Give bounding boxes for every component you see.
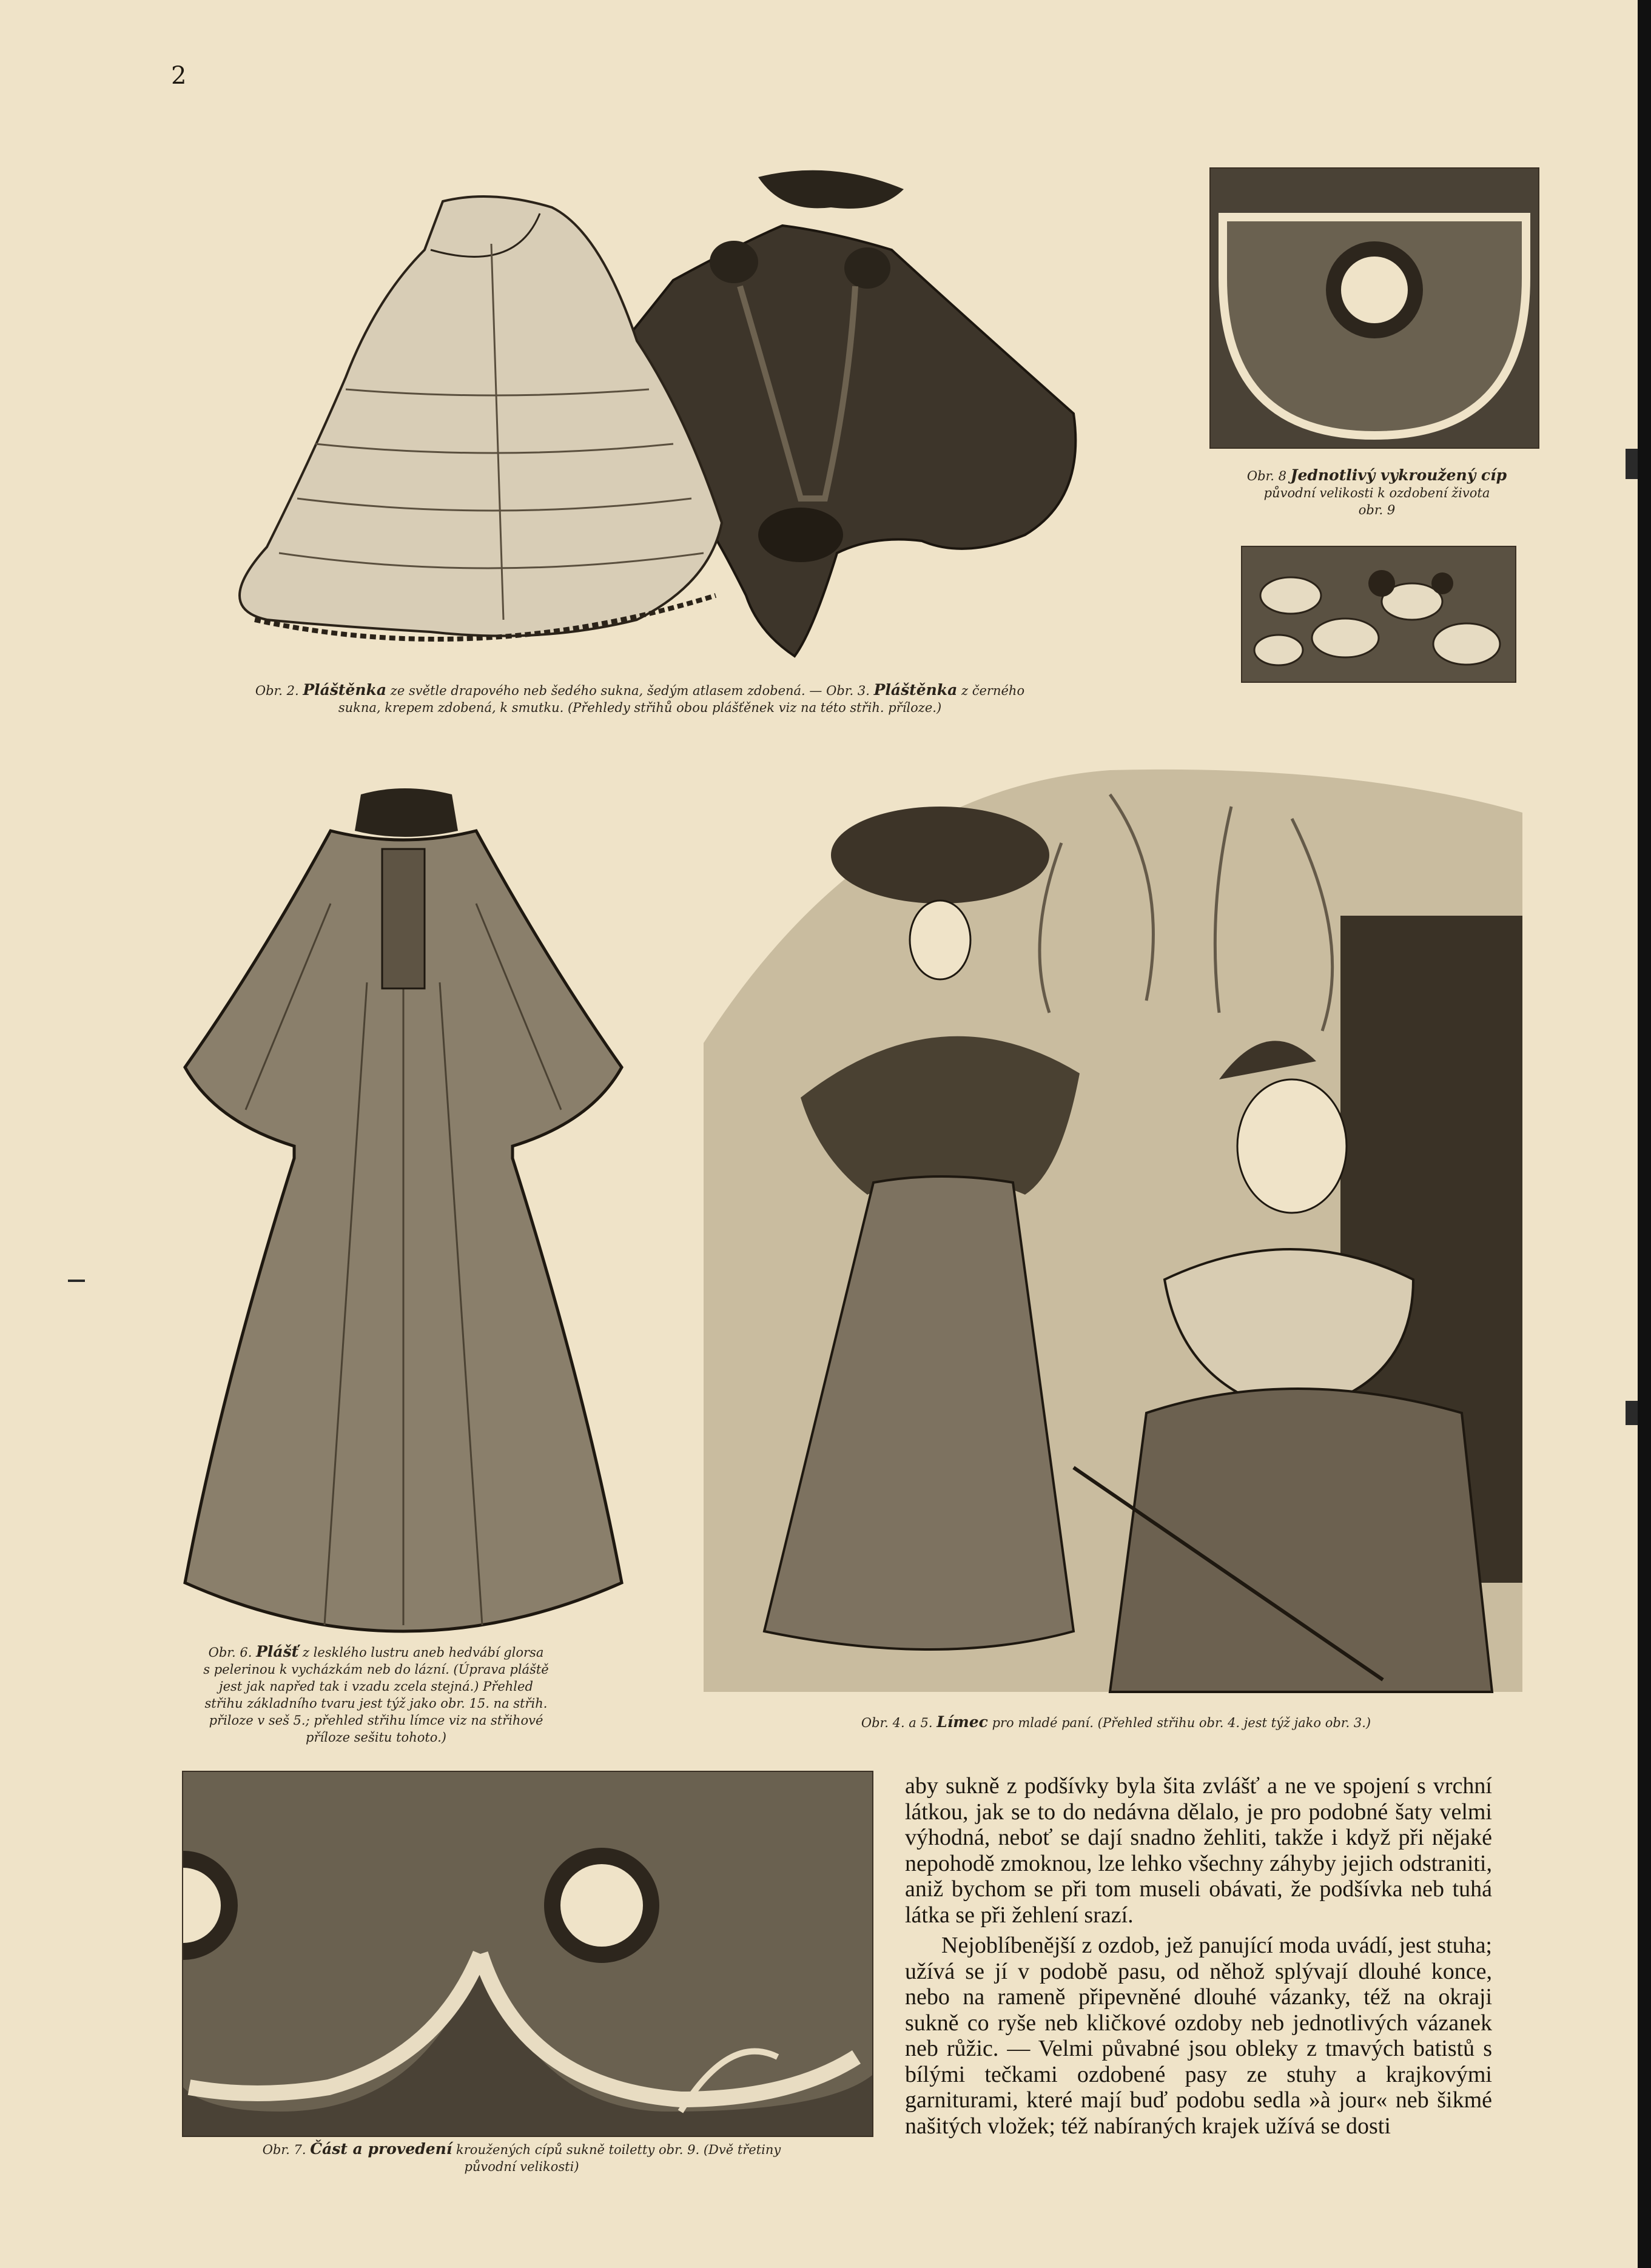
figure-3-label: Obr. 3. bbox=[826, 683, 870, 698]
margin-mark-left bbox=[68, 1280, 85, 1282]
figure-ornament-lilies bbox=[1241, 546, 1516, 683]
figure-6-coat bbox=[173, 782, 634, 1637]
article-paragraph-1: aby sukně z podšívky byla šita zvlášť a ne ve spojení s vrchní látkou, jak se to do nedávna dělalo, je pro podobné šaty velmi výhodná, neboť se dají snadno žehliti, takže i když při nějaké nepohodě zmoknou, lze lehko všechny záhyby jejich odstraniti, aniž bychom se při tom museli obávati, že podšívka neb tuhá látka se při žehlení srazí. bbox=[905, 1773, 1492, 1928]
caption-line-1 bbox=[164, 682, 1116, 699]
coat-illustration bbox=[173, 782, 634, 1637]
caption-line-1 bbox=[164, 1643, 588, 1661]
figure-4-5-label: Obr. 4. a 5. bbox=[861, 1716, 933, 1730]
caption-line-2: původní velikosti k ozdobení života bbox=[1263, 486, 1490, 500]
figure-8-scalloped-tab bbox=[1209, 167, 1539, 449]
caption-figure-2-3 bbox=[164, 682, 1116, 716]
caption-figure-8 bbox=[1195, 467, 1559, 518]
article-body bbox=[905, 1773, 1492, 2144]
figure-6-label: Obr. 6. bbox=[208, 1645, 252, 1660]
caption-line-1 bbox=[1195, 467, 1559, 485]
caption-line-3: jest jak napřed tak i vzadu zcela stejná.) Přehled bbox=[219, 1679, 533, 1694]
figure-4-5-title: Límec bbox=[936, 1713, 988, 1731]
caption-figure-6 bbox=[164, 1643, 588, 1746]
caption-line-4: střihu základního tvaru jest týž jako obr. 15. na střih. bbox=[204, 1696, 548, 1711]
figure-2-description: ze světle drapového neb šedého sukna, šedým atlasem zdobená. — bbox=[390, 683, 822, 698]
figure-2-label: Obr. 2. bbox=[255, 683, 299, 698]
scalloped-tab-illustration bbox=[1211, 169, 1538, 448]
caption-line-1 bbox=[158, 2141, 886, 2158]
figure-7-label: Obr. 7. bbox=[262, 2142, 306, 2157]
figure-3-description: z černého bbox=[961, 683, 1025, 698]
figure-2-title: Pláštěnka bbox=[303, 681, 387, 699]
caption-line-6: příloze sešitu tohoto.) bbox=[306, 1730, 446, 1745]
scan-edge bbox=[1638, 0, 1651, 2268]
figure-6-title: Plášť bbox=[256, 1643, 299, 1660]
caption-line-2: s pelerinou k vycházkám neb do lázní. (Úprava pláště bbox=[203, 1662, 549, 1677]
caption-line-3: obr. 9 bbox=[1358, 503, 1396, 517]
figure-4-5-description: pro mladé paní. (Přehled střihu obr. 4. jest týž jako obr. 3.) bbox=[992, 1716, 1371, 1730]
figure-capes-2-3 bbox=[176, 159, 1086, 668]
article-paragraph-2: Nejoblíbenější z ozdob, jež panující moda uvádí, jest stuha; užívá se jí v podobě pasu, od něhož splývají dlouhé konce, nebo na rameně připevněné dlouhé vázanky, též na okraji sukně co ryše neb kličkové ozdoby neb jednotlivých vázanek neb růžic. — Velmi půvabné jsou obleky z tmavých batistů s bílými tečkami ozdobené pasy ze stuhy a krajkovými garniturami, které mají buď podobu sedla »à jour« neb šikmé našitých vložek; též nabíraných krajek užívá se dosti bbox=[905, 1933, 1492, 2139]
figure-7-description: kroužených cípů sukně toiletty obr. 9. (Dvě třetiny bbox=[456, 2142, 781, 2157]
figure-3-title: Pláštěnka bbox=[873, 681, 958, 699]
page-number: 2 bbox=[171, 62, 187, 90]
figure-8-title: Jednotlivý vykroužený cíp bbox=[1290, 466, 1507, 484]
figure-8-label: Obr. 8 bbox=[1246, 469, 1286, 483]
caption-line-2: původní velikosti) bbox=[464, 2159, 579, 2174]
ladies-illustration bbox=[685, 758, 1535, 1704]
figure-7-skirt-detail bbox=[182, 1771, 873, 2137]
figure-6-description-1: z lesklého lustru aneb hedvábí glorsa bbox=[302, 1645, 544, 1660]
figure-4-5-ladies bbox=[685, 758, 1535, 1704]
margin-mark-right-1 bbox=[1626, 449, 1638, 479]
lily-ornament-illustration bbox=[1242, 547, 1515, 682]
caption-figure-4-5 bbox=[704, 1714, 1528, 1731]
caption-figure-7 bbox=[158, 2141, 886, 2175]
caption-line-5: přiloze v seš 5.; přehled střihu límce viz na střihové bbox=[209, 1713, 543, 1728]
scalloped-skirt-illustration bbox=[183, 1772, 872, 2136]
figure-7-title: Část a provedení bbox=[310, 2140, 452, 2158]
caption-line-2: sukna, krepem zdobená, k smutku. (Přehledy střihů obou plášťěnek viz na této střih. příloze.) bbox=[338, 700, 942, 715]
capes-illustration bbox=[176, 159, 1086, 668]
margin-mark-right-2 bbox=[1626, 1401, 1638, 1425]
